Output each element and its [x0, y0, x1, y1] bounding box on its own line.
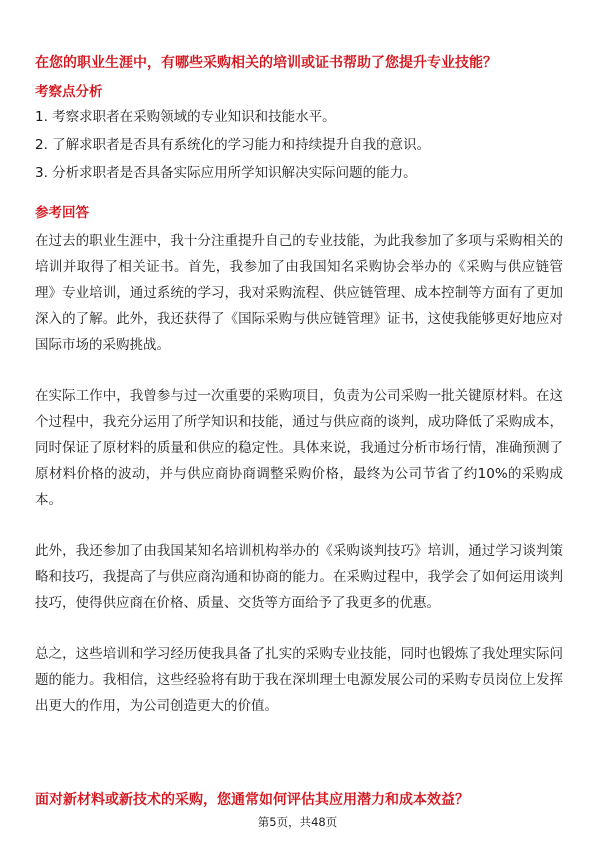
answer-paragraph: 此外，我还参加了由我国某知名培训机构举办的《采购谈判技巧》培训，通过学习谈判策略和技巧，我提高了与供应商沟通和协商的能力。在采购过程中，我学会了如何运用谈判技巧，使得供应商在价格、质量、交货等方面给予了我更多的优惠。 — [35, 543, 563, 611]
analysis-list — [35, 107, 565, 191]
analysis-item: 1. 考察求职者在采购领域的专业知识和技能水平。 — [35, 109, 336, 125]
analysis-item: 2. 了解求职者是否具有系统化的学习能力和持续提升自我的意识。 — [35, 137, 431, 153]
answer-heading: 参考回答 — [35, 205, 89, 221]
analysis-heading: 考察点分析 — [35, 84, 103, 100]
answer-paragraph: 在过去的职业生涯中，我十分注重提升自己的专业技能，为此我参加了多项与采购相关的培训并取得了相关证书。首先，我参加了由我国知名采购协会举办的《采购与供应链管理》专业培训，通过系统的学习，我对采购流程、供应链管理、成本控制等方面有了更加深入的了解。此外，我还获得了《国际采购与供应链管理》证书，这使我能够更好地应对国际市场的采购挑战。 — [35, 233, 563, 353]
question-title: 在您的职业生涯中，有哪些采购相关的培训或证书帮助了您提升专业技能？ — [35, 55, 497, 71]
answer-body — [35, 228, 563, 744]
next-question-title: 面对新材料或新技术的采购，您通常如何评估其应用潜力和成本效益？ — [35, 792, 469, 808]
analysis-item: 3. 分析求职者是否具备实际应用所学知识解决实际问题的能力。 — [35, 165, 417, 181]
answer-paragraph: 在实际工作中，我曾参与过一次重要的采购项目，负责为公司采购一批关键原材料。在这个过程中，我充分运用了所学知识和技能，通过与供应商的谈判，成功降低了采购成本，同时保证了原材料的质量和供应的稳定性。具体来说，我通过分析市场行情，准确预测了原材料价格的波动，并与供应商协商调整采购价格，最终为公司节省了约10%的采购成本。 — [35, 388, 563, 508]
answer-paragraph: 总之，这些培训和学习经历使我具备了扎实的采购专业技能，同时也锻炼了我处理实际问题的能力。我相信，这些经验将有助于我在深圳理士电源发展公司的采购专员岗位上发挥出更大的作用，为公司创造更大的价值。 — [35, 646, 563, 714]
page-number: 第5页，共48页 — [257, 815, 338, 829]
